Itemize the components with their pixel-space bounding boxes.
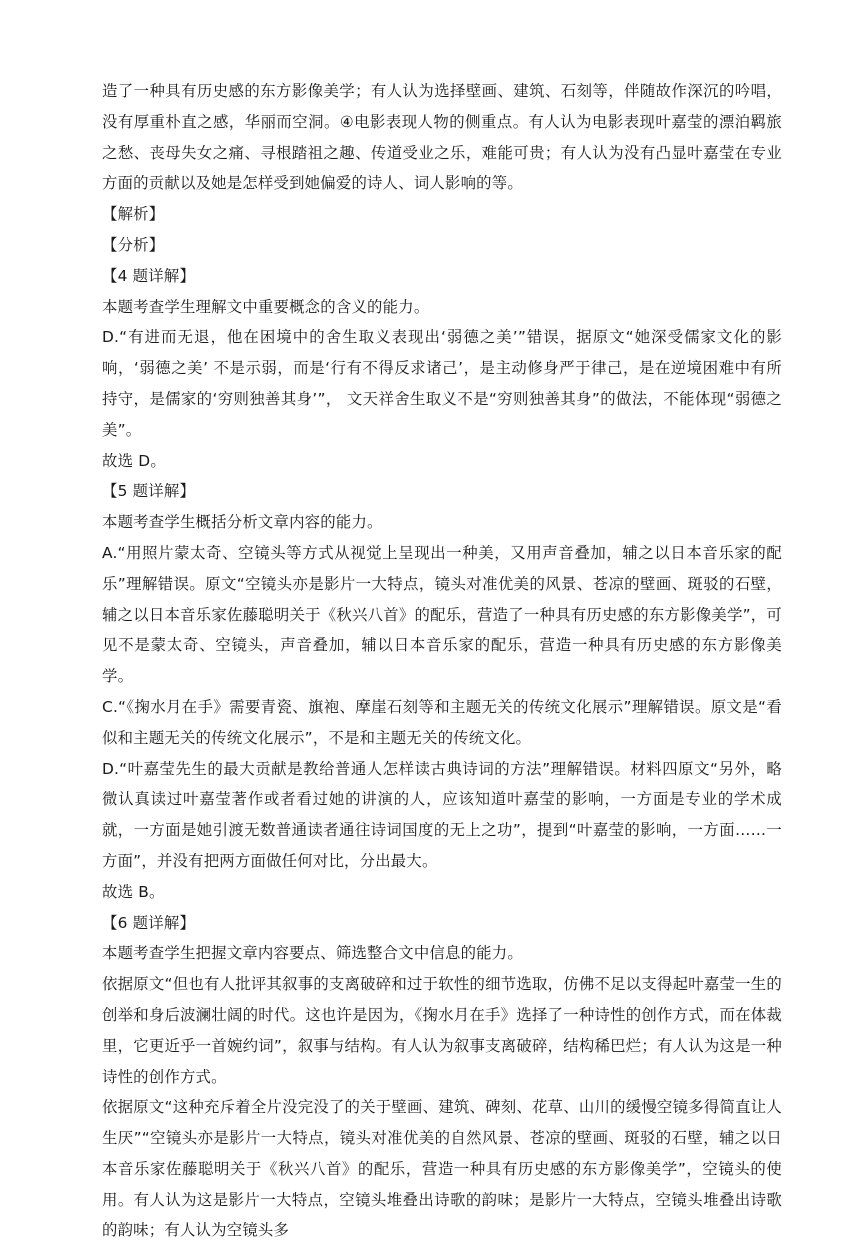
q5-option-d: D.“叶嘉莹先生的最大贡献是教给普通人怎样读古典诗词的方法”理解错误。材料四原文“另外，略微认真读过叶嘉莹著作或者看过她的讲演的人，应该知道叶嘉莹的影响，一方面是专业的学术成就，一方面是她引渡无数普通读者通往诗词国度的无上之功”，提到“叶嘉莹的影响，一方面……一方面”，并没有把两方面做任何对比，分出最大。 xyxy=(102,759,782,870)
q6-point-2: 依据原文“这种充斥着全片没完没了的关于壁画、建筑、碑刻、花草、山川的缓慢空镜多得简直让人生厌”“空镜头亦是影片一大特点，镜头对准优美的自然风景、苍凉的壁画、斑驳的石壁，辅之以日本音乐家佐藤聪明关于《秋兴八首》的配乐，营造一种具有历史感的东方影像美学”，空镜头的使用。有人认为这是影片一大特点，空镜头堆叠出诗歌的韵味；是影片一大特点，空镜头堆叠出诗歌的韵味；有人认为空镜头多 xyxy=(102,1098,782,1240)
jiexi-heading: 【解析】 xyxy=(102,205,165,224)
q4-option-d: D.“有进而无退，他在困境中的舍生取义表现出‘弱德之美’”错误，据原文“她深受儒家文化的影响，‘弱德之美’ 不是示弱，而是‘行有不得反求诸己’，是主动修身严于律己，是在逆境困难中有所持守，是儒家的‘穷则独善其身’”， 文天祥舍生取义不是“穷则独善其身”的做法，不能体现“弱德之美”。 xyxy=(102,328,782,439)
q4-intro: 本题考查学生理解文中重要概念的含义的能力。 xyxy=(102,297,430,316)
fenxi-heading: 【分析】 xyxy=(102,235,165,254)
q5-answer: 故选 B。 xyxy=(102,882,165,901)
q6-point-1: 依据原文“但也有人批评其叙事的支离破碎和过于软性的细节选取，仿佛不足以支得起叶嘉莹一生的创举和身后波澜壮阔的时代。这也许是因为，《掬水月在手》选择了一种诗性的创作方式，而在体裁里，它更近乎一首婉约词”，叙事与结构。有人认为叙事支离破碎，结构稀巴烂；有人认为这是一种诗性的创作方式。 xyxy=(102,975,782,1086)
q6-detail-heading: 【6 题详解】 xyxy=(102,913,196,932)
q4-answer: 故选 D。 xyxy=(102,451,166,470)
q5-intro: 本题考查学生概括分析文章内容的能力。 xyxy=(102,513,383,532)
document-page xyxy=(102,76,782,1246)
q6-intro: 本题考查学生把握文章内容要点、筛选整合文中信息的能力。 xyxy=(102,944,523,963)
q5-option-a: A.“用照片蒙太奇、空镜头等方式从视觉上呈现出一种美，又用声音叠加，辅之以日本音乐家的配乐”理解错误。原文“空镜头亦是影片一大特点，镜头对准优美的风景、苍凉的壁画、斑驳的石壁，辅之以日本音乐家佐藤聪明关于《秋兴八首》的配乐，营造了一种具有历史感的东方影像美学”，可见不是蒙太奇、空镜头，声音叠加，辅以日本音乐家的配乐，营造一种具有历史感的东方影像美学。 xyxy=(102,543,782,686)
continued-answer-paragraph: 造了一种具有历史感的东方影像美学；有人认为选择壁画、建筑、石刻等，伴随故作深沉的吟唱，没有厚重朴直之感，华丽而空洞。④电影表现人物的侧重点。有人认为电影表现叶嘉莹的漂泊羁旅之愁、丧母失女之痛、寻根踏祖之趣、传道受业之乐，难能可贵；有人认为没有凸显叶嘉莹在专业方面的贡献以及她是怎样受到她偏爱的诗人、词人影响的等。 xyxy=(102,82,782,193)
q4-detail-heading: 【4 题详解】 xyxy=(102,266,196,285)
q5-detail-heading: 【5 题详解】 xyxy=(102,482,196,501)
q5-option-c: C.“《掬水月在手》需要青瓷、旗袍、摩崖石刻等和主题无关的传统文化展示”理解错误。原文是“看似和主题无关的传统文化展示”，不是和主题无关的传统文化。 xyxy=(102,697,782,747)
